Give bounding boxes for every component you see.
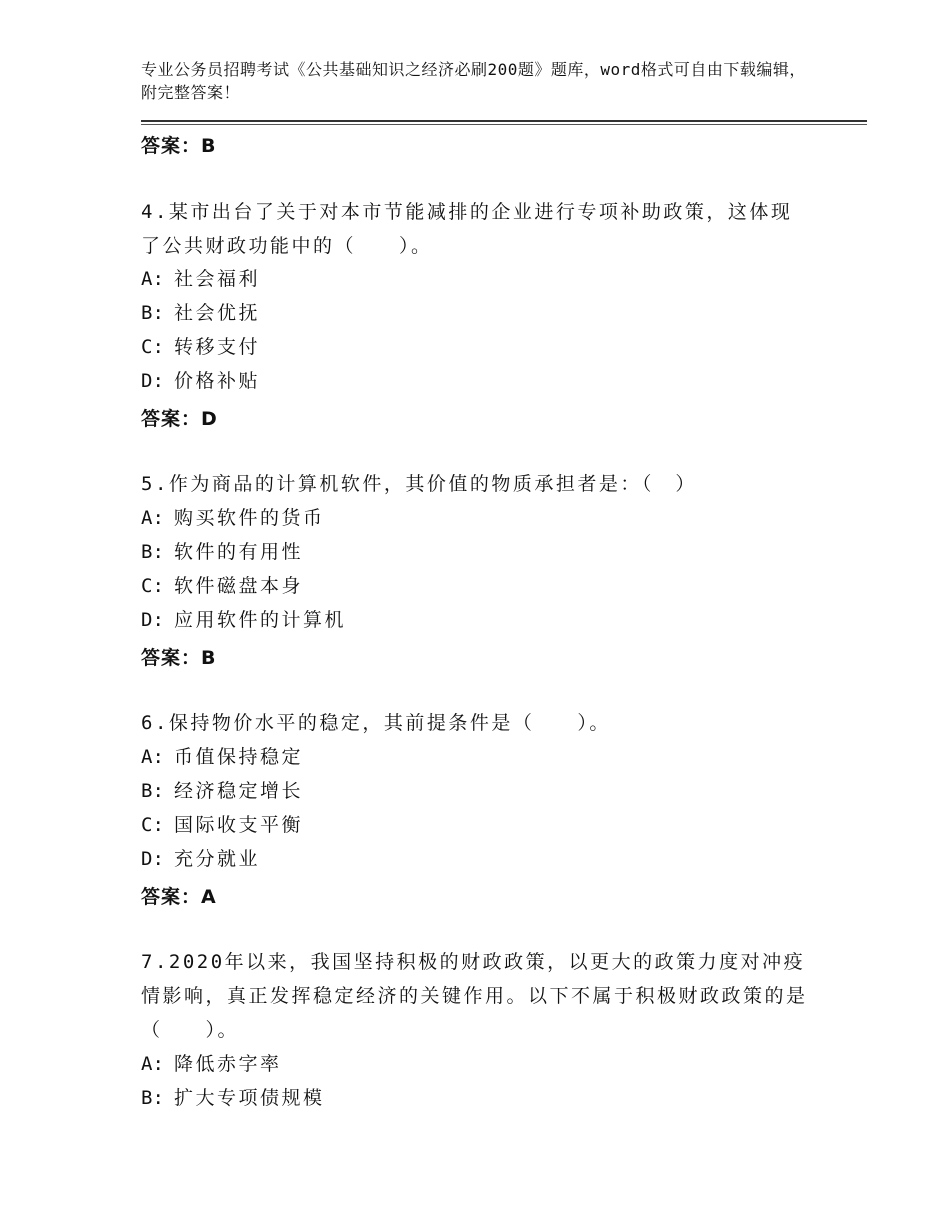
option-b: B: 软件的有用性	[141, 541, 304, 563]
option-d: D: 价格补贴	[141, 370, 261, 392]
option-c: C: 软件磁盘本身	[141, 575, 304, 597]
answer-label: 答案：A	[141, 886, 217, 908]
question-stem: 5.作为商品的计算机软件，其价值的物质承担者是：（ ）	[141, 473, 697, 495]
option-c: C: 国际收支平衡	[141, 814, 304, 836]
question-stem: 4.某市出台了关于对本市节能减排的企业进行专项补助政策，这体现了公共财政功能中的（ ）。	[141, 201, 793, 257]
option-b: B: 社会优抚	[141, 302, 261, 324]
header-divider-thin	[141, 124, 867, 125]
header-divider-thick	[141, 120, 867, 122]
option-a: A: 购买软件的货币	[141, 507, 325, 529]
option-a: A: 币值保持稳定	[141, 746, 304, 768]
option-d: D: 充分就业	[141, 848, 261, 870]
option-a: A: 社会福利	[141, 268, 261, 290]
question-stem: 7.2020年以来，我国坚持积极的财政政策，以更大的政策力度对冲疫情影响，真正发挥稳定经济的关键作用。以下不属于积极财政政策的是（ ）。	[141, 951, 808, 1041]
option-a: A: 降低赤字率	[141, 1053, 282, 1075]
option-d: D: 应用软件的计算机	[141, 609, 347, 631]
answer-label: 答案：B	[141, 647, 217, 669]
option-b: B: 经济稳定增长	[141, 780, 304, 802]
question-stem: 6.保持物价水平的稳定，其前提条件是（ ）。	[141, 712, 611, 734]
answer-label: 答案：D	[141, 408, 218, 430]
document-header: 专业公务员招聘考试《公共基础知识之经济必刷200题》题库，word格式可自由下载编辑，附完整答案！	[141, 60, 806, 102]
answer-label: 答案：B	[141, 135, 217, 157]
option-c: C: 转移支付	[141, 336, 261, 358]
option-b: B: 扩大专项债规模	[141, 1087, 325, 1109]
